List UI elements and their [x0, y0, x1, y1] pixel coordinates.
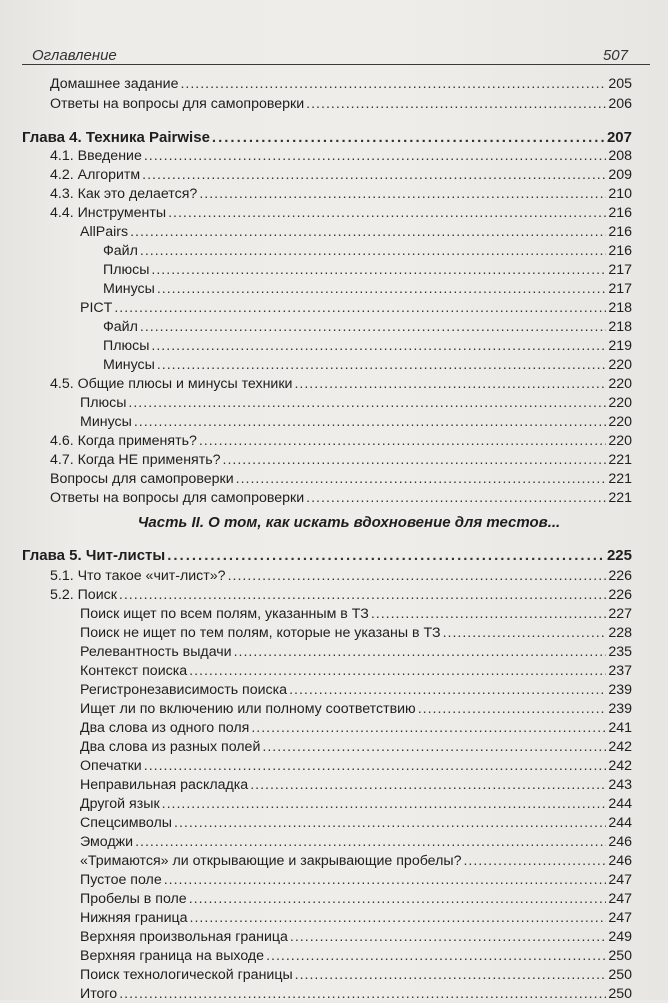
- toc-entry-page: 244: [608, 815, 632, 831]
- toc-entry: [80, 888, 632, 908]
- dot-leader: [266, 947, 606, 965]
- toc-entry-page: 221: [608, 490, 632, 506]
- toc-entry: [80, 679, 632, 699]
- toc-entry: [50, 164, 632, 184]
- toc-entry-title: Плюсы: [103, 262, 150, 278]
- dot-leader: [250, 776, 606, 794]
- toc-entry: [80, 907, 632, 927]
- toc-entry-page: 243: [608, 777, 632, 793]
- toc-entry: [80, 945, 632, 965]
- toc-entry-page: 244: [608, 796, 632, 812]
- toc-entry: [80, 755, 632, 775]
- dot-leader: [418, 700, 607, 718]
- toc-entry-page: 220: [608, 433, 632, 449]
- toc-entry-title: Минусы: [80, 414, 132, 430]
- toc-entry-title: Контекст поиска: [80, 663, 188, 679]
- dot-leader: [223, 451, 607, 469]
- dot-leader: [199, 185, 606, 203]
- dot-leader: [144, 757, 607, 775]
- toc-entry: [50, 183, 632, 203]
- toc-entry-title: Верхняя граница на выходе: [80, 948, 265, 964]
- toc-entry-page: 217: [608, 281, 632, 297]
- toc-entry-title: Неправильная раскладка: [80, 777, 249, 793]
- toc-entry-page: 247: [608, 872, 632, 888]
- toc-entry: [50, 145, 632, 165]
- toc-entry-page: 249: [608, 929, 632, 945]
- dot-leader: [151, 261, 606, 279]
- toc-entry-title: Файл: [103, 243, 138, 259]
- toc-entry-title: PICT: [80, 300, 113, 316]
- toc-entry: [80, 221, 632, 241]
- toc-entry: [103, 316, 632, 336]
- toc-entry-page: 237: [608, 663, 632, 679]
- dot-leader: [371, 605, 606, 623]
- toc-entry-title: 4.7. Когда НЕ применять?: [50, 452, 221, 468]
- toc-entry-page: 220: [608, 376, 632, 392]
- toc-entry-page: 228: [608, 625, 632, 641]
- toc-entry-page: 239: [608, 682, 632, 698]
- toc-chapter-entry: [22, 127, 632, 147]
- toc-entry-title: Ищет ли по включению или полному соответствию: [80, 701, 416, 717]
- toc-entry: [80, 926, 632, 946]
- toc-entry: [50, 73, 632, 93]
- toc-entry-title: Поиск не ищет по тем полям, которые не указаны в ТЗ: [80, 625, 441, 641]
- dot-leader: [174, 814, 606, 832]
- toc-entry-title: Минусы: [103, 357, 155, 373]
- dot-leader: [144, 147, 606, 165]
- dot-leader: [167, 547, 605, 565]
- toc-entry-title: Поиск ищет по всем полям, указанным в ТЗ: [80, 606, 369, 622]
- toc-entry-page: 250: [608, 986, 632, 1002]
- dot-leader: [134, 413, 607, 431]
- toc-entry-title: Поиск технологической границы: [80, 967, 293, 983]
- toc-entry-title: Спецсимволы: [80, 815, 172, 831]
- toc-entry-page: 208: [608, 148, 632, 164]
- dot-leader: [289, 681, 606, 699]
- toc-entry-page: 209: [608, 167, 632, 183]
- toc-entry-title: 4.4. Инструменты: [50, 205, 167, 221]
- toc-entry: [80, 297, 632, 317]
- dot-leader: [128, 394, 606, 412]
- dot-leader: [295, 966, 607, 984]
- toc-entry-title: AllPairs: [80, 224, 129, 240]
- dot-leader: [114, 299, 606, 317]
- toc-entry: [80, 698, 632, 718]
- toc-entry: [50, 468, 632, 488]
- toc-entry-title: 4.2. Алгоритм: [50, 167, 141, 183]
- dot-leader: [130, 223, 606, 241]
- toc-entry-page: 219: [608, 338, 632, 354]
- toc-entry-title: 5.2. Поиск: [50, 587, 117, 603]
- toc-entry: [80, 983, 632, 1003]
- dot-leader: [135, 833, 606, 851]
- toc-entry-page: 246: [608, 834, 632, 850]
- toc-entry-title: 4.1. Введение: [50, 148, 142, 164]
- toc-entry-page: 247: [608, 891, 632, 907]
- dot-leader: [140, 242, 606, 260]
- toc-entry: [80, 603, 632, 623]
- toc-entry-title: Опечатки: [80, 758, 142, 774]
- toc-entry-title: Файл: [103, 319, 138, 335]
- toc-entry-page: 246: [608, 853, 632, 869]
- toc-entry-title: Ответы на вопросы для самопроверки: [50, 490, 305, 506]
- toc-entry-title: Верхняя произвольная граница: [80, 929, 288, 945]
- toc-entry: [80, 660, 632, 680]
- toc-entry: [80, 793, 632, 813]
- running-header-title: Оглавление: [32, 47, 117, 64]
- toc-entry-page: 250: [608, 948, 632, 964]
- toc-entry-page: 226: [608, 568, 632, 584]
- toc-entry: [80, 622, 632, 642]
- dot-leader: [189, 662, 606, 680]
- toc-entry-title: Пустое поле: [80, 872, 162, 888]
- dot-leader: [157, 280, 607, 298]
- toc-entry-page: 216: [608, 205, 632, 221]
- toc-entry-page: 247: [608, 910, 632, 926]
- dot-leader: [236, 470, 607, 488]
- toc-entry: [80, 641, 632, 661]
- toc-entry-page: 205: [608, 76, 632, 92]
- dot-leader: [168, 204, 606, 222]
- toc-entry-title: Другой язык: [80, 796, 160, 812]
- toc-entry-page: 220: [608, 414, 632, 430]
- toc-entry-page: 216: [608, 243, 632, 259]
- toc-entry-title: 4.3. Как это делается?: [50, 186, 198, 202]
- toc-entry-page: 217: [608, 262, 632, 278]
- dot-leader: [228, 567, 607, 585]
- toc-entry-title: Глава 4. Техника Pairwise: [22, 129, 210, 146]
- toc-entry-title: 4.6. Когда применять?: [50, 433, 197, 449]
- dot-leader: [234, 643, 607, 661]
- toc-entry: [50, 449, 632, 469]
- toc-entry-page: 241: [608, 720, 632, 736]
- toc-entry-page: 226: [608, 587, 632, 603]
- dot-leader: [306, 489, 606, 507]
- dot-leader: [151, 337, 606, 355]
- toc-entry: [103, 240, 632, 260]
- dot-leader: [142, 166, 606, 184]
- toc-entry-page: 216: [608, 224, 632, 240]
- toc-entry: [80, 850, 632, 870]
- toc-entry-page: 218: [608, 319, 632, 335]
- toc-entry: [80, 869, 632, 889]
- toc-entry-page: 210: [608, 186, 632, 202]
- toc-entry: [80, 964, 632, 984]
- toc-entry-title: Плюсы: [80, 395, 127, 411]
- toc-chapter-entry: [22, 545, 632, 565]
- toc-entry: [80, 831, 632, 851]
- toc-entry-title: Два слова из разных полей: [80, 739, 261, 755]
- toc-entry-page: 242: [608, 739, 632, 755]
- toc-entry: [80, 392, 632, 412]
- toc-entry-title: 5.1. Что такое «чит-лист»?: [50, 568, 226, 584]
- toc-entry-page: 206: [608, 96, 632, 112]
- dot-leader: [157, 356, 607, 374]
- toc-entry: [80, 411, 632, 431]
- toc-entry-page: 239: [608, 701, 632, 717]
- toc-entry-page: 220: [608, 357, 632, 373]
- toc-entry-title: Минусы: [103, 281, 155, 297]
- dot-leader: [119, 586, 606, 604]
- dot-leader: [164, 871, 607, 889]
- dot-leader: [140, 318, 606, 336]
- toc-entry-title: Эмоджи: [80, 834, 134, 850]
- toc-entry: [80, 717, 632, 737]
- toc-entry-page: 227: [608, 606, 632, 622]
- dot-leader: [294, 375, 606, 393]
- dot-leader: [443, 624, 607, 642]
- toc-entry-page: 220: [608, 395, 632, 411]
- toc-entry-page: 221: [608, 452, 632, 468]
- dot-leader: [119, 985, 606, 1003]
- part-heading: Часть II. О том, как искать вдохновение для тестов...: [137, 514, 561, 531]
- toc-entry: [103, 278, 632, 298]
- toc-entry-title: Домашнее задание: [50, 76, 179, 92]
- dot-leader: [463, 852, 606, 870]
- toc-entry-title: Пробелы в поле: [80, 891, 187, 907]
- toc-entry: [103, 259, 632, 279]
- toc-entry-title: Глава 5. Чит-листы: [22, 547, 166, 564]
- toc-entry-title: Релевантность выдачи: [80, 644, 232, 660]
- toc-entry-title: Итого: [80, 986, 118, 1002]
- dot-leader: [306, 95, 606, 113]
- dot-leader: [190, 909, 607, 927]
- dot-leader: [290, 928, 606, 946]
- dot-leader: [262, 738, 606, 756]
- toc-entry-title: Плюсы: [103, 338, 150, 354]
- toc-entry-title: Регистронезависимость поиска: [80, 682, 288, 698]
- toc-entry: [50, 202, 632, 222]
- toc-entry-title: Нижняя граница: [80, 910, 188, 926]
- toc-entry: [50, 584, 632, 604]
- dot-leader: [162, 795, 607, 813]
- dot-leader: [180, 75, 606, 93]
- toc-entry-title: Ответы на вопросы для самопроверки: [50, 96, 305, 112]
- toc-entry-title: Вопросы для самопроверки: [50, 471, 234, 487]
- toc-entry: [80, 812, 632, 832]
- toc-entry: [80, 774, 632, 794]
- toc-entry-page: 218: [608, 300, 632, 316]
- toc-entry-page: 235: [608, 644, 632, 660]
- toc-entry: [50, 430, 632, 450]
- toc-entry: [50, 93, 632, 113]
- toc-entry: [103, 335, 632, 355]
- toc-entry-page: 207: [606, 129, 632, 146]
- toc-entry: [103, 354, 632, 374]
- dot-leader: [189, 890, 607, 908]
- toc-entry-title: «Тримаются» ли открывающие и закрывающие пробелы?: [80, 853, 462, 869]
- toc-entry-page: 225: [606, 547, 632, 564]
- toc-entry: [80, 736, 632, 756]
- toc-entry-page: 250: [608, 967, 632, 983]
- toc-entry-page: 221: [608, 471, 632, 487]
- toc-entry-title: Два слова из одного поля: [80, 720, 250, 736]
- running-header-page-number: 507: [602, 47, 628, 64]
- dot-leader: [199, 432, 606, 450]
- toc-entry: [50, 487, 632, 507]
- toc-entry: [50, 565, 632, 585]
- toc-entry-title: 4.5. Общие плюсы и минусы техники: [50, 376, 293, 392]
- toc-entry: [50, 373, 632, 393]
- dot-leader: [251, 719, 606, 737]
- toc-entry-page: 242: [608, 758, 632, 774]
